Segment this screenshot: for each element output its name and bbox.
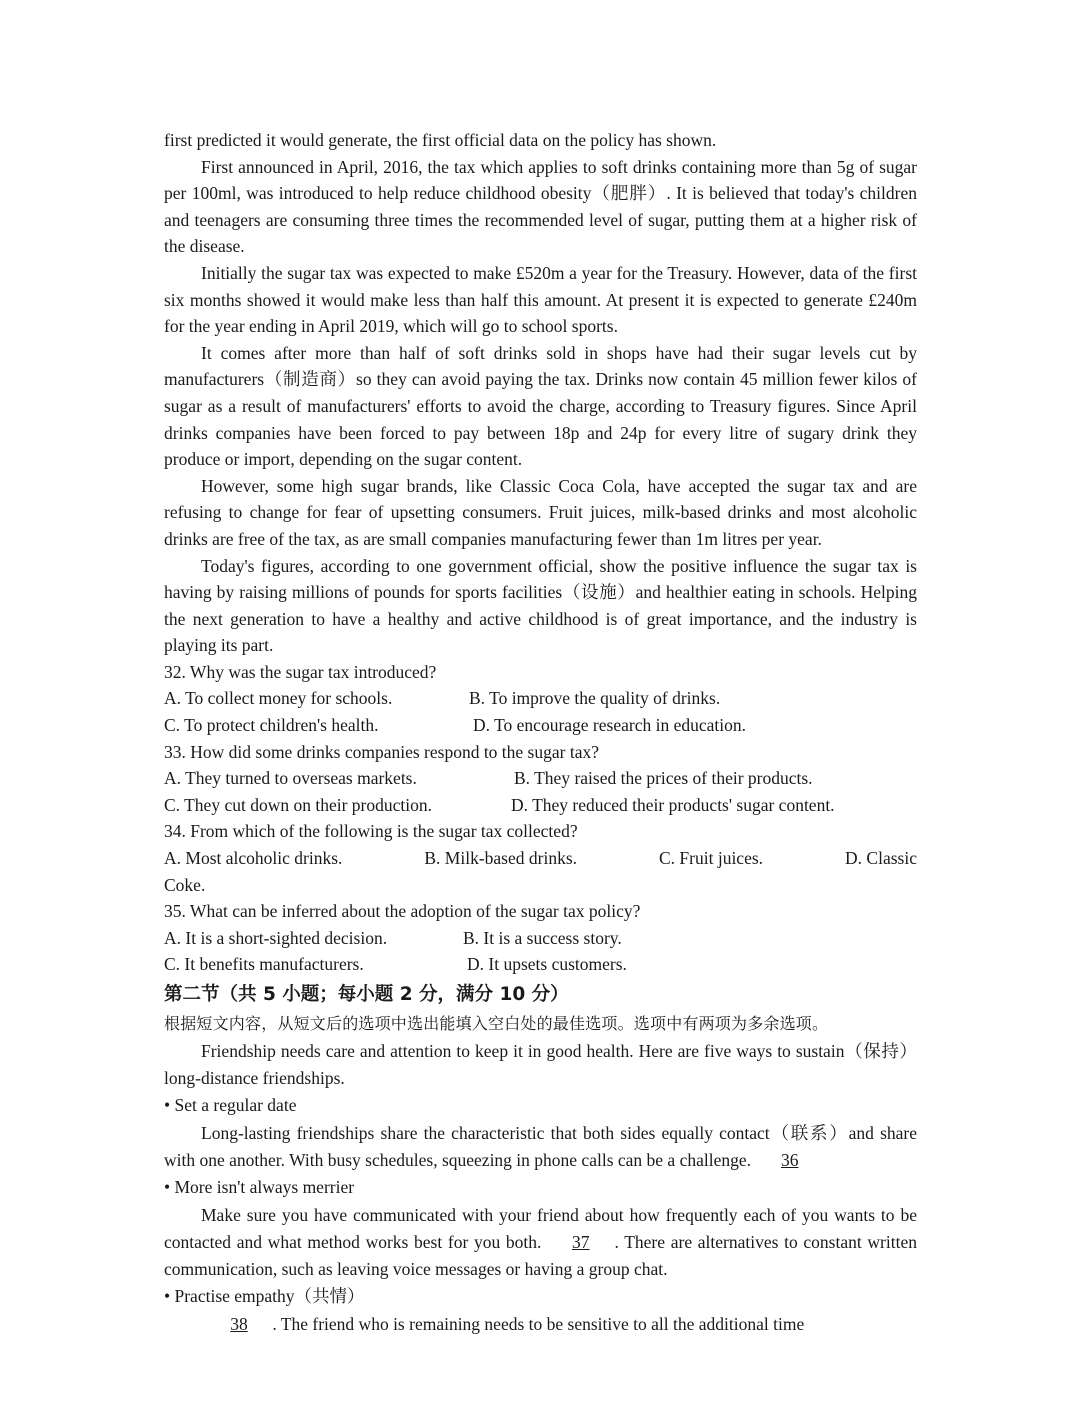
cloze-heading: • More isn't always merrier	[164, 1177, 355, 1198]
option-d[interactable]: D. To encourage research in education.	[473, 715, 746, 736]
option-b[interactable]: B. It is a success story.	[463, 927, 622, 948]
options-row	[164, 792, 917, 819]
passage-paragraph: However, some high sugar brands, like Classic Coca Cola, have accepted the sugar tax and are refusing to change for fear of upsetting consumers. Fruit juices, milk-based drinks and most alcoholic drinks are free of the tax, as are small companies manufacturing fewer than 1m litres per year.	[164, 475, 917, 549]
option-a[interactable]: A. They turned to overseas markets.	[164, 768, 417, 789]
options-row	[164, 925, 917, 952]
cloze-paragraph	[164, 1202, 917, 1282]
options-row	[164, 951, 917, 978]
paragraph-text: Make sure you have communicated with your friend about how frequently each of you wants to be contacted and what method works best for you both.	[164, 1205, 917, 1252]
blank-37[interactable]: 37	[572, 1231, 590, 1252]
cloze-intro: Friendship needs care and attention to keep it in good health. Here are five ways to sustain（保持）long-distance friendships.	[164, 1041, 917, 1088]
paragraph-text: . There are alternatives to constant written communication, such as leaving voice messages or having a group chat.	[164, 1231, 917, 1279]
option-d-continuation: Coke.	[164, 874, 206, 895]
option-b[interactable]: B. They raised the prices of their products.	[514, 768, 813, 789]
cloze-paragraph	[164, 1311, 917, 1338]
blank-38[interactable]: 38	[230, 1314, 248, 1335]
options-row	[164, 765, 917, 792]
passage-paragraph: Initially the sugar tax was expected to make £520m a year for the Treasury. However, data of the first six months showed it would make less than half this amount. At present it is expected to generate £240m for the year ending in April 2019, which will go to school sports.	[164, 262, 917, 337]
option-b[interactable]: B. To improve the quality of drinks.	[469, 688, 721, 709]
option-b[interactable]: B. Milk-based drinks.	[424, 848, 578, 869]
option-a[interactable]: A. To collect money for schools.	[164, 688, 393, 709]
option-a[interactable]: A. Most alcoholic drinks.	[164, 848, 343, 869]
paragraph-text: Long-lasting friendships share the characteristic that both sides equally contact（联系）and share with one another. With busy schedules, squeezing in phone calls can be a challenge.	[164, 1123, 917, 1170]
question-32	[164, 659, 917, 739]
option-a[interactable]: A. It is a short-sighted decision.	[164, 927, 388, 948]
passage-paragraph: first predicted it would generate, the first official data on the policy has shown.	[164, 130, 717, 150]
passage-paragraph: First announced in April, 2016, the tax which applies to soft drinks containing more than 5g of sugar per 100ml, was introduced to help reduce childhood obesity（肥胖）. It is believed that today's children and teenagers are consuming three times the recommended level of sugar, putting them at a higher risk of the disease.	[164, 156, 917, 257]
option-d[interactable]: D. Classic	[845, 848, 917, 869]
option-c[interactable]: C. It benefits manufacturers.	[164, 954, 364, 975]
question-stem: 34. From which of the following is the sugar tax collected?	[164, 821, 578, 842]
question-stem: 33. How did some drinks companies respond to the sugar tax?	[164, 741, 599, 762]
options-row	[164, 685, 917, 712]
option-d[interactable]: D. It upsets customers.	[467, 954, 627, 975]
section-heading: 第二节（共 5 小题；每小题 2 分，满分 10 分）	[164, 984, 569, 1005]
option-c[interactable]: C. They cut down on their production.	[164, 794, 432, 815]
cloze-paragraph	[164, 1120, 917, 1173]
cloze-heading: • Set a regular date	[164, 1095, 297, 1116]
reading-passage	[164, 127, 917, 978]
question-33	[164, 739, 917, 819]
question-35	[164, 898, 917, 978]
options-row	[164, 712, 917, 739]
options-row	[164, 845, 917, 872]
question-stem: 35. What can be inferred about the adoption of the sugar tax policy?	[164, 901, 641, 922]
blank-36[interactable]: 36	[781, 1149, 799, 1170]
option-d[interactable]: D. They reduced their products' sugar content.	[511, 794, 835, 815]
option-c[interactable]: C. To protect children's health.	[164, 715, 379, 736]
section-instruction: 根据短文内容，从短文后的选项中选出能填入空白处的最佳选项。选项中有两项为多余选项。	[164, 1014, 829, 1033]
question-34	[164, 818, 917, 898]
option-c[interactable]: C. Fruit juices.	[659, 848, 764, 869]
cloze-heading: • Practise empathy（共情）	[164, 1286, 365, 1307]
paragraph-text: . The friend who is remaining needs to be sensitive to all the additional time	[272, 1314, 805, 1335]
question-stem: 32. Why was the sugar tax introduced?	[164, 661, 437, 682]
cloze-passage	[164, 1038, 917, 1338]
passage-paragraph: Today's figures, according to one government official, show the positive influence the sugar tax is having by raising millions of pounds for sports facilities（设施）and healthier eating in schools. Helping the next generation to have a healthy and active childhood is of great importance, and the industry is playing its part.	[164, 555, 917, 656]
passage-paragraph: It comes after more than half of soft drinks sold in shops have had their sugar levels cut by manufacturers（制造商）so they can avoid paying the tax. Drinks now contain 45 million fewer kilos of sugar as a result of manufacturers' efforts to avoid the charge, according to Treasury figures. Since April drinks companies have been forced to pay between 18p and 24p for every litre of sugary drink they produce or import, depending on the sugar content.	[164, 342, 917, 470]
